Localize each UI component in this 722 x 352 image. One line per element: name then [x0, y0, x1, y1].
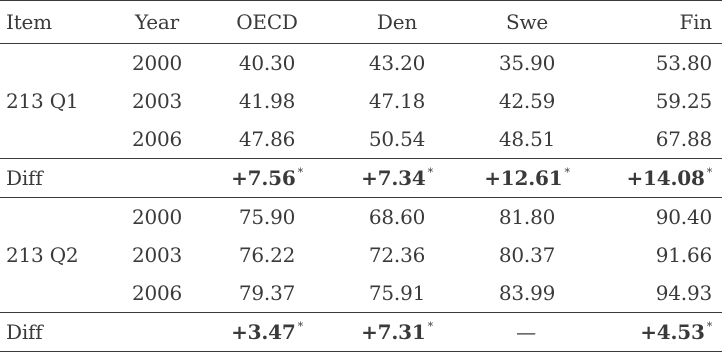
- year-cell: 2000: [131, 205, 183, 229]
- diff-den-cell: [332, 313, 462, 352]
- significance-mark: *: [427, 166, 433, 179]
- swe-cell: 42.59: [498, 89, 556, 113]
- oecd-cell: 76.22: [238, 243, 296, 267]
- header-year: Year: [112, 1, 202, 44]
- item-label: 213 Q2: [6, 243, 79, 267]
- swe-cell: 48.51: [498, 127, 556, 151]
- den-cell: 47.18: [368, 89, 426, 113]
- header-oecd: OECD: [202, 1, 332, 44]
- header-item: Item: [0, 1, 112, 44]
- swe-cell: 35.90: [498, 51, 556, 75]
- diff-row: [0, 159, 722, 198]
- diff-oecd-cell: [202, 313, 332, 352]
- diff-value: +4.53: [640, 320, 705, 344]
- den-cell: 75.91: [368, 281, 426, 305]
- diff-value: +3.47: [231, 320, 296, 344]
- fin-cell: 94.93: [655, 281, 712, 305]
- diff-den-cell: [332, 159, 462, 198]
- diff-value: +7.56: [231, 166, 296, 190]
- year-cell: 2003: [131, 243, 183, 267]
- table-row: [0, 198, 722, 237]
- den-cell: 50.54: [368, 127, 426, 151]
- year-cell: 2006: [131, 127, 183, 151]
- oecd-cell: 41.98: [238, 89, 296, 113]
- header-fin: Fin: [592, 1, 722, 44]
- den-cell: 72.36: [368, 243, 426, 267]
- swe-cell: 80.37: [498, 243, 556, 267]
- diff-oecd-cell: [202, 159, 332, 198]
- diff-label: Diff: [0, 313, 112, 352]
- table-row: [0, 44, 722, 83]
- diff-value: +14.08: [626, 166, 705, 190]
- significance-mark: *: [427, 320, 433, 333]
- year-cell: 2000: [131, 51, 183, 75]
- fin-cell: 67.88: [655, 127, 712, 151]
- den-cell: 43.20: [368, 51, 426, 75]
- fin-cell: 90.40: [655, 205, 712, 229]
- fin-cell: 53.80: [655, 51, 712, 75]
- diff-value: +7.31: [361, 320, 426, 344]
- diff-fin-cell: [592, 313, 722, 352]
- diff-value: +12.61: [484, 166, 563, 190]
- item-label: 213 Q1: [6, 89, 79, 113]
- oecd-cell: 47.86: [238, 127, 296, 151]
- significance-mark: *: [297, 320, 303, 333]
- swe-cell: 83.99: [498, 281, 556, 305]
- oecd-cell: 79.37: [238, 281, 296, 305]
- header-row: [0, 1, 722, 44]
- swe-cell: 81.80: [498, 205, 556, 229]
- year-cell: 2006: [131, 281, 183, 305]
- header-swe: Swe: [462, 1, 592, 44]
- diff-year-cell: [112, 159, 202, 198]
- diff-row: [0, 313, 722, 352]
- diff-year-cell: [112, 313, 202, 352]
- diff-fin-cell: [592, 159, 722, 198]
- diff-label: Diff: [0, 159, 112, 198]
- diff-swe-cell: [462, 159, 592, 198]
- diff-swe-cell: [462, 313, 592, 352]
- table-header: [0, 1, 722, 44]
- significance-mark: *: [706, 166, 712, 179]
- year-cell: 2003: [131, 89, 183, 113]
- significance-mark: *: [564, 166, 570, 179]
- diff-value: +7.34: [361, 166, 426, 190]
- no-value-dash: —: [516, 320, 536, 344]
- fin-cell: 91.66: [655, 243, 712, 267]
- oecd-cell: 75.90: [238, 205, 296, 229]
- table-body: [0, 44, 722, 352]
- fin-cell: 59.25: [655, 89, 712, 113]
- den-cell: 68.60: [368, 205, 426, 229]
- significance-mark: *: [297, 166, 303, 179]
- oecd-cell: 40.30: [238, 51, 296, 75]
- header-den: Den: [332, 1, 462, 44]
- significance-mark: *: [706, 320, 712, 333]
